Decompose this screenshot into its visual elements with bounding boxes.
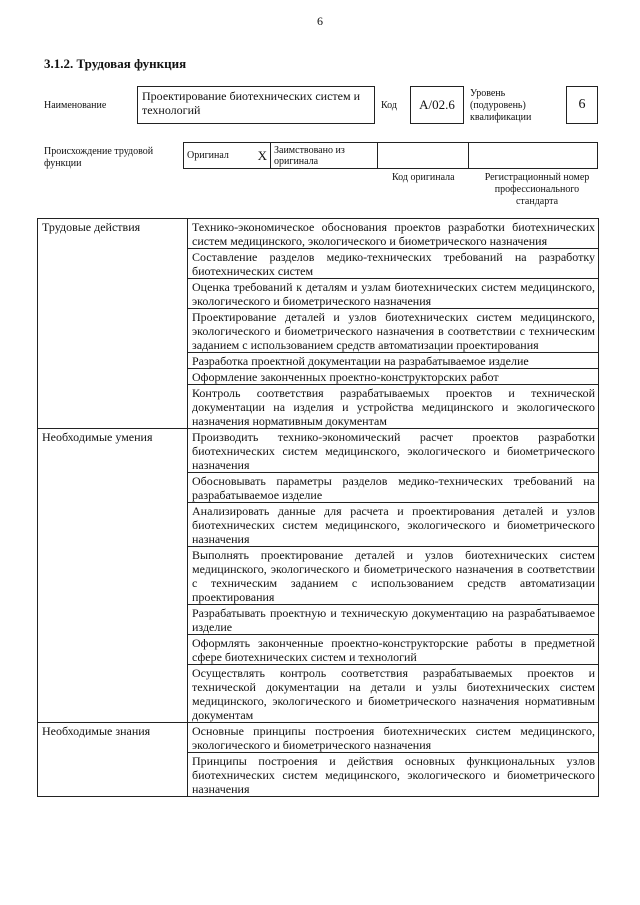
table-cell: Осуществлять контроль соответствия разрабатываемых проектов и технической документации на детали и узлы биотехнических систем медицинского, экологического и биометрического назначения нормативным документам bbox=[188, 665, 599, 723]
table-cell: Составление разделов медико-технических требований на разработку биотехнических систем bbox=[188, 249, 599, 279]
reg-number-caption: Регистрационный номер профессионального стандарта bbox=[484, 172, 590, 207]
code-label: Код bbox=[381, 100, 397, 111]
table-cell: Анализировать данные для расчета и проектирования деталей и узлов биотехнических систем медицинского, экологического и биометрического назначения bbox=[188, 503, 599, 547]
page-number: 6 bbox=[317, 14, 323, 28]
table-cell: Технико-экономическое обоснования проектов разработки биотехнических систем медицинского, экологического и биометрического назначения bbox=[188, 219, 599, 249]
table-row bbox=[38, 219, 599, 249]
table-cell: Проектирование деталей и узлов биотехнических систем медицинского, экологического и биометрического назначения в соответствии с техническим заданием с использованием средств автоматизации проектирования bbox=[188, 309, 599, 353]
original-label: Оригинал bbox=[187, 150, 229, 161]
name-value: Проектирование биотехнических систем и технологий bbox=[137, 86, 375, 124]
table-cell: Оценка требований к деталям и узлам биотехнических систем медицинского, экологического и биометрического назначения bbox=[188, 279, 599, 309]
level-label: Уровень (подуровень) квалификации bbox=[470, 88, 532, 123]
original-mark: X bbox=[257, 148, 267, 163]
original-cell bbox=[183, 142, 271, 169]
table-cell: Контроль соответствия разрабатываемых проектов и технической документации на изделия и устройства медицинского и экологического назначения нормативным документам bbox=[188, 385, 599, 429]
borrowed-cell: Заимствовано из оригинала bbox=[270, 142, 378, 169]
name-label: Наименование bbox=[44, 100, 107, 111]
function-table bbox=[37, 218, 599, 797]
code-original-cell bbox=[377, 142, 469, 169]
section-title-labor-actions: Трудовые действия bbox=[38, 219, 188, 429]
section-title-required-knowledge: Необходимые знания bbox=[38, 723, 188, 797]
table-cell: Оформление законченных проектно-конструкторских работ bbox=[188, 369, 599, 385]
reg-number-cell bbox=[468, 142, 598, 169]
origin-label: Происхождение трудовой функции bbox=[44, 146, 154, 169]
origin-row bbox=[183, 142, 599, 169]
table-cell: Оформлять законченные проектно-конструкторские работы в предметной сфере биотехнических систем и технологий bbox=[188, 635, 599, 665]
code-value: А/02.6 bbox=[410, 86, 464, 124]
table-cell: Выполнять проектирование деталей и узлов биотехнических систем медицинского, экологического и биометрического назначения в соответствии с техническим заданием с использованием средств автоматизации проектирования bbox=[188, 547, 599, 605]
level-value: 6 bbox=[566, 86, 598, 124]
table-cell: Разработка проектной документации на разрабатываемое изделие bbox=[188, 353, 599, 369]
section-title-required-skills: Необходимые умения bbox=[38, 429, 188, 723]
table-cell: Обосновывать параметры разделов медико-технических требований на разрабатываемое изделие bbox=[188, 473, 599, 503]
table-cell: Разрабатывать проектную и техническую документацию на разрабатываемое изделие bbox=[188, 605, 599, 635]
table-row bbox=[38, 723, 599, 753]
table-cell: Производить технико-экономический расчет проектов разработки биотехнических систем медицинского, экологического и биометрического назначения bbox=[188, 429, 599, 473]
table-cell: Основные принципы построения биотехнических систем медицинского, экологического и биометрического назначения bbox=[188, 723, 599, 753]
table-row bbox=[38, 429, 599, 473]
section-title: 3.1.2. Трудовая функция bbox=[44, 56, 187, 71]
table-cell: Принципы построения и действия основных функциональных узлов биотехнических систем медицинского, экологического и биометрического назначения bbox=[188, 753, 599, 797]
code-original-caption: Код оригинала bbox=[392, 172, 455, 183]
